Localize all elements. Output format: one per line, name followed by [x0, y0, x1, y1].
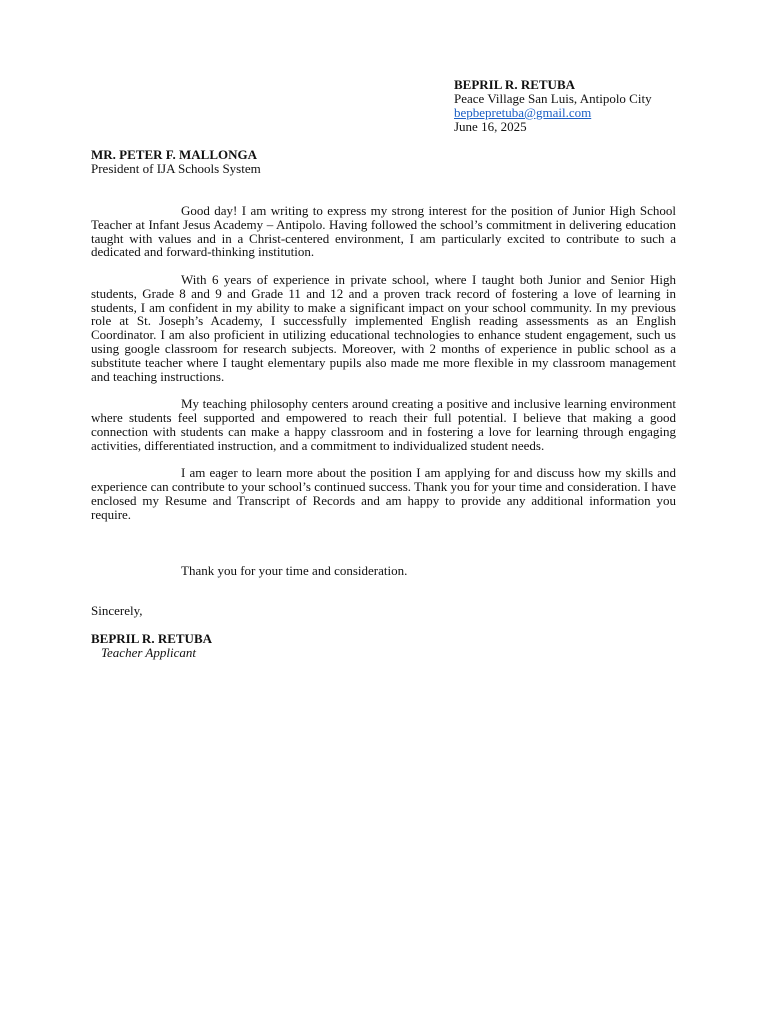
body-paragraph-1: Good day! I am writing to express my strong interest for the position of Junior High School Teacher at Infant Jesus Academy – Antipolo. Having followed the school’s commitment in delivering education taught with values and in a Christ-centered environment, I am particularly excited to contribute to such a dedicated and forward-thinking institution. — [91, 203, 676, 260]
sender-name: BEPRIL R. RETUBA — [454, 77, 575, 92]
sender-email-link[interactable]: bepbepretuba@gmail.com — [454, 105, 592, 120]
letter-date: June 16, 2025 — [454, 119, 527, 134]
recipient-block — [91, 148, 261, 176]
signature-role: Teacher Applicant — [101, 645, 196, 660]
body-paragraph-3: My teaching philosophy centers around creating a positive and inclusive learning environment where students feel supported and empowered to reach their full potential. I believe that making a good connection with students can make a happy classroom and in fostering a love for learning through engaging activities, differentiated instruction, and a commitment to individualized student needs. — [91, 396, 676, 453]
signature-name: BEPRIL R. RETUBA — [91, 631, 212, 646]
recipient-title: President of IJA Schools System — [91, 161, 261, 176]
signature-block — [91, 632, 212, 660]
body-paragraph-4: I am eager to learn more about the position I am applying for and discuss how my skills and experience can contribute to your school’s continued success. Thank you for your time and consideration. I have enclosed my Resume and Transcript of Records and am happy to provide any additional information you require. — [91, 465, 676, 522]
letter-body — [91, 204, 676, 535]
body-paragraph-2: With 6 years of experience in private school, where I taught both Junior and Senior High students, Grade 8 and 9 and Grade 11 and 12 and a proven track record of fostering a love of learning in students, I am confident in my ability to make a significant impact on your school community. In my previous role at St. Joseph’s Academy, I successfully implemented English reading assessments as an English Coordinator. I am also proficient in utilizing educational technologies to enhance student engagement, such us using google classroom for research subjects. Moreover, with 2 months of experience in public school as a substitute teacher where I taught elementary pupils also made me more flexible in my classroom management and teaching instructions. — [91, 271, 676, 384]
sender-block — [454, 78, 652, 134]
closing-thanks: Thank you for your time and consideration. — [181, 563, 408, 578]
signoff: Sincerely, — [91, 603, 143, 618]
recipient-name: MR. PETER F. MALLONGA — [91, 147, 257, 162]
sender-address: Peace Village San Luis, Antipolo City — [454, 91, 652, 106]
